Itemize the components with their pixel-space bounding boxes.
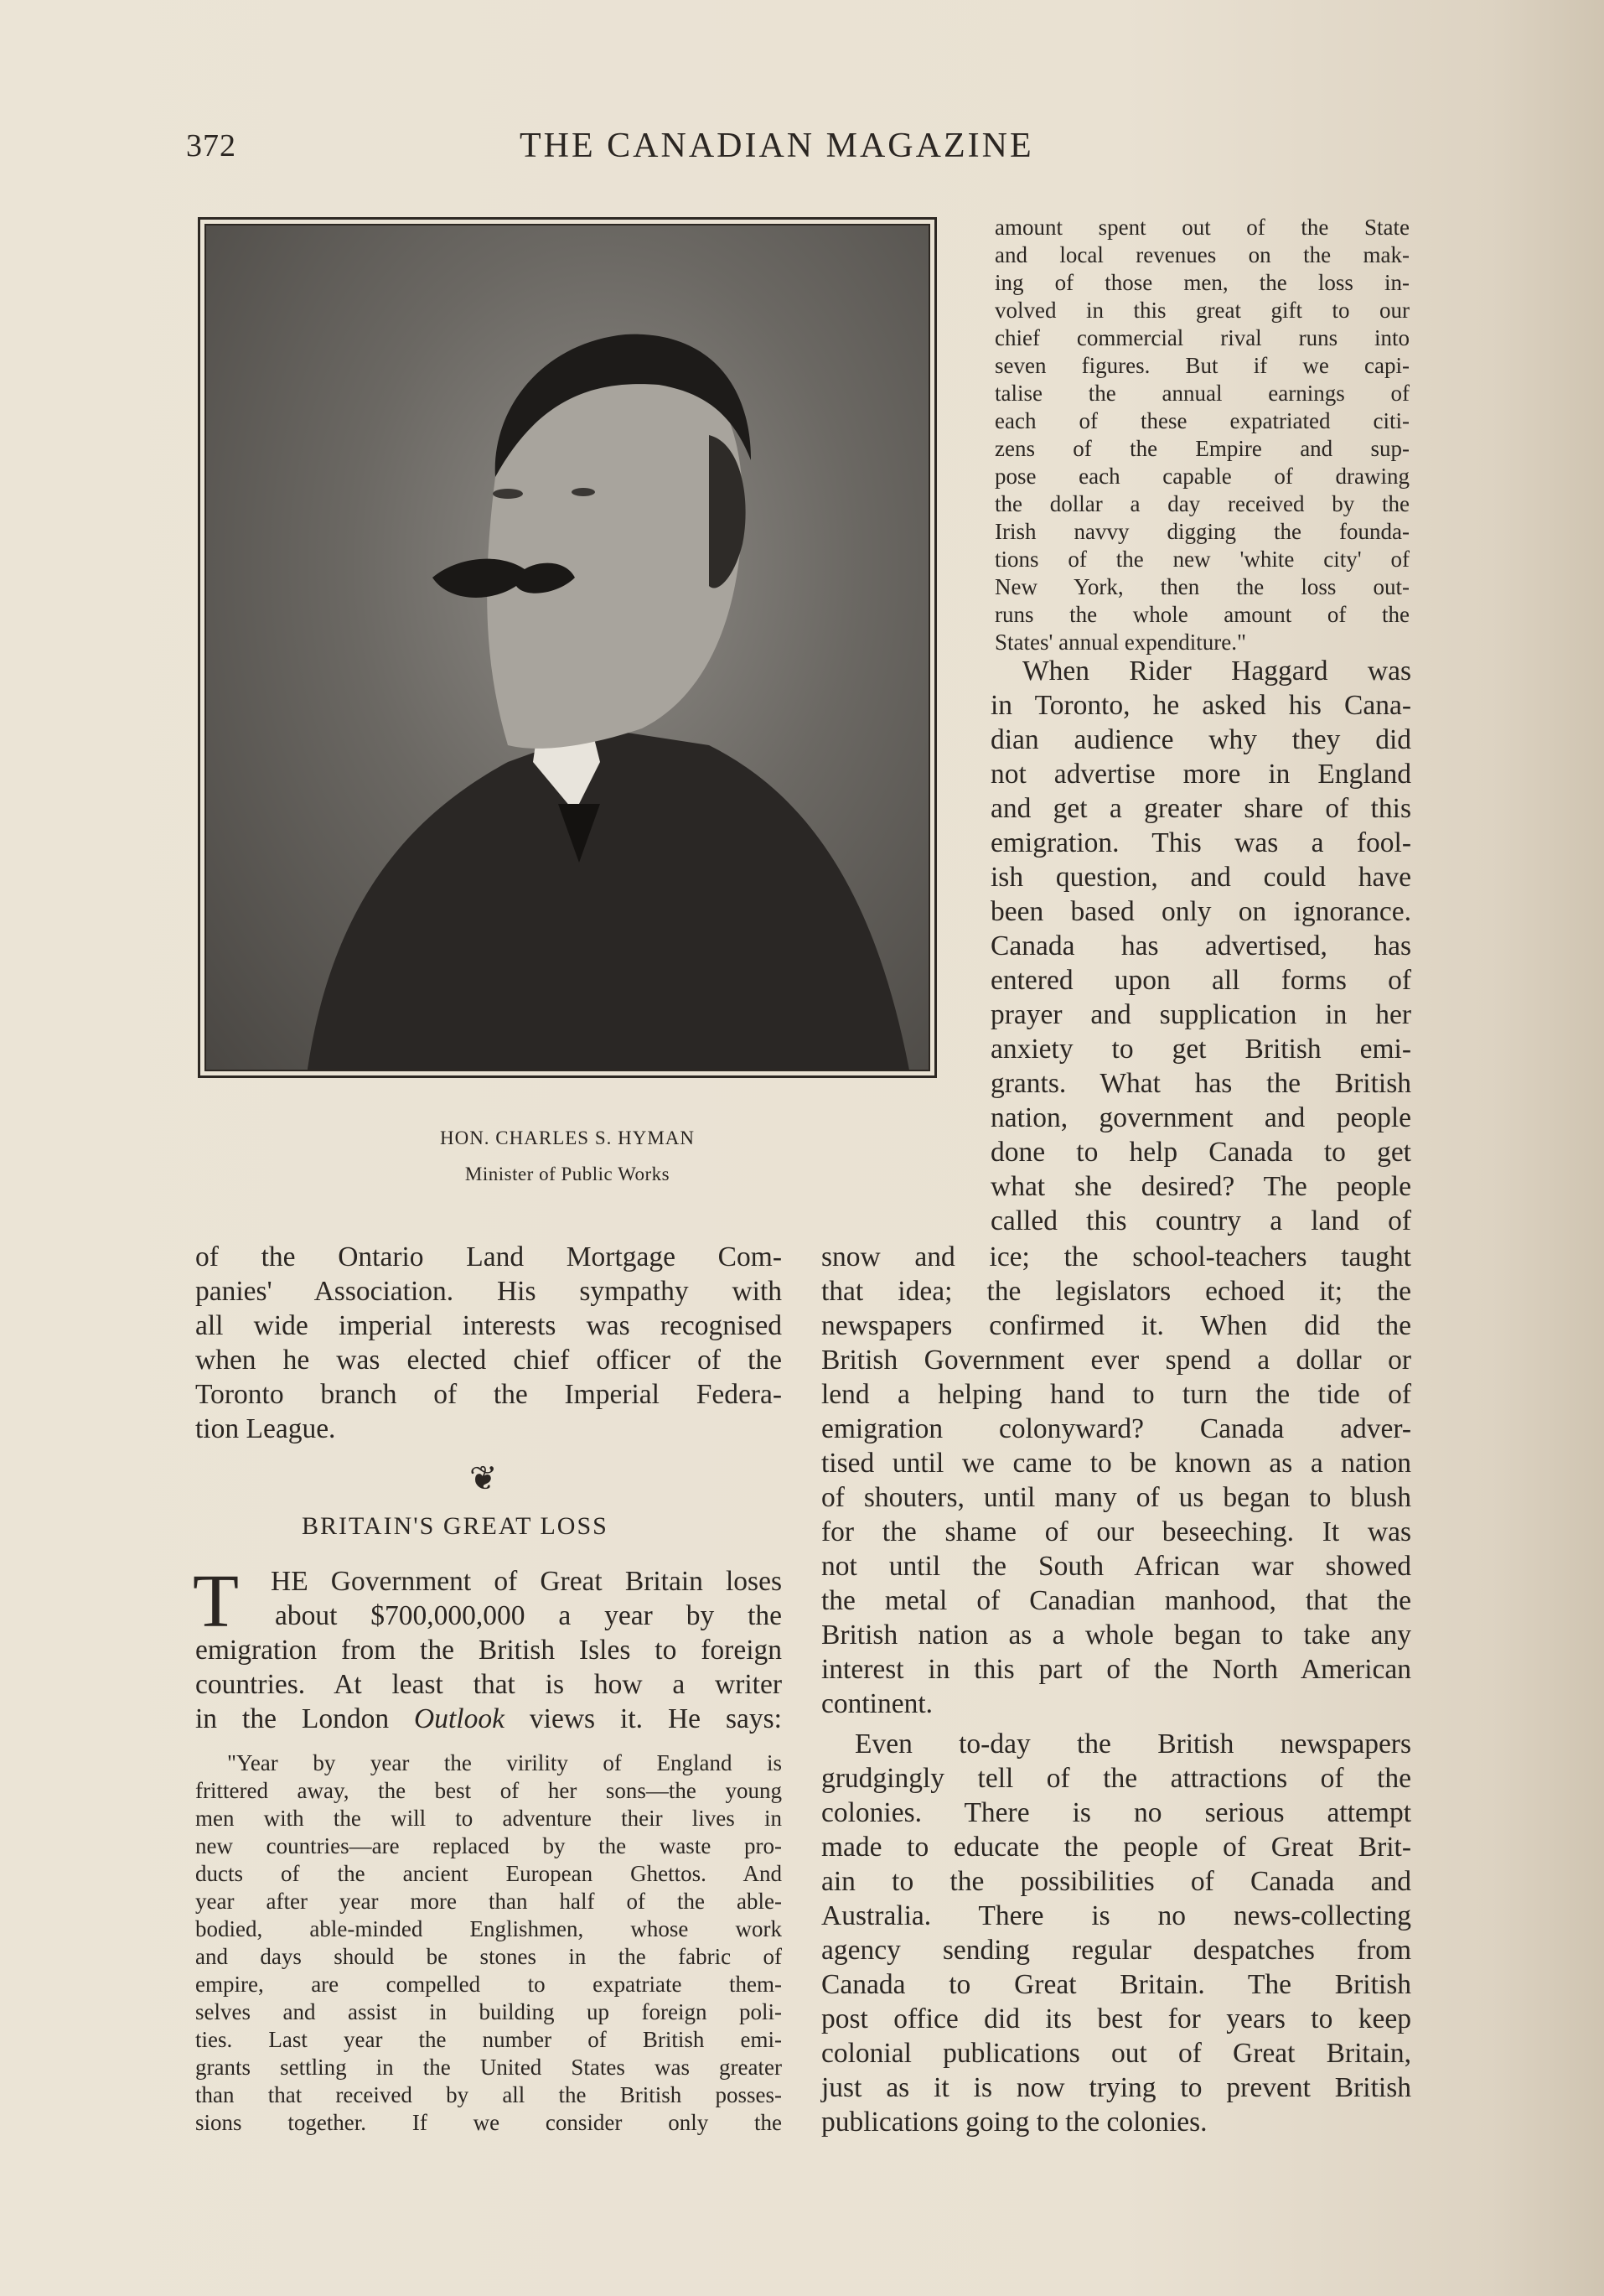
text-line: that idea; the legislators echoed it; the — [821, 1276, 1411, 1307]
text-line: interest in this part of the North American — [821, 1654, 1411, 1685]
page-number: 372 — [186, 128, 236, 163]
text-line: colonies. There is no serious attempt — [821, 1797, 1411, 1828]
text-line: zens of the Empire and sup- — [995, 436, 1410, 461]
text-line: grants settling in the United States was greater — [195, 2055, 782, 2080]
text-line: ties. Last year the number of British emi- — [195, 2027, 782, 2052]
text-line: not until the South African war showed — [821, 1551, 1411, 1582]
text-line: not advertise more in England — [991, 759, 1411, 790]
portrait-illustration — [206, 225, 930, 1071]
text-line: and days should be stones in the fabric of — [195, 1944, 782, 1969]
text-line: sions together. If we consider only the — [195, 2110, 782, 2135]
outlook-prefix: in the London — [195, 1703, 415, 1734]
portrait-caption-name: HON. CHARLES S. HYMAN — [439, 1127, 696, 1148]
text-line: colonial publications out of Great Britain, — [821, 2038, 1411, 2069]
fleuron-ornament-icon: ❦ — [469, 1459, 498, 1497]
text-line: runs the whole amount of the — [995, 602, 1410, 627]
text-line: amount spent out of the State — [995, 215, 1410, 240]
text-line: new countries—are replaced by the waste pro- — [195, 1833, 782, 1858]
text-line: British nation as a whole began to take any — [821, 1620, 1411, 1651]
text-line: publications going to the colonies. — [821, 2107, 1208, 2138]
text-line: of the Ontario Land Mortgage Com- — [195, 1241, 782, 1272]
text-line: Even to-day the British newspapers — [855, 1728, 1411, 1760]
text-line: when he was elected chief officer of the — [195, 1345, 782, 1376]
text-line: than that received by all the British posses- — [195, 2082, 782, 2107]
article-opening-paragraph — [193, 1560, 782, 1736]
text-line: British Government ever spend a dollar or — [821, 1345, 1411, 1376]
right-column-final-paragraph — [821, 1727, 1411, 2139]
text-line: emigration. This was a fool- — [991, 827, 1411, 858]
portrait-caption-title: Minister of Public Works — [464, 1164, 670, 1184]
text-line: newspapers confirmed it. When did the — [821, 1310, 1411, 1341]
drop-cap: T — [193, 1560, 239, 1643]
text-line: and get a greater share of this — [991, 793, 1411, 824]
text-line: anxiety to get British emi- — [991, 1034, 1411, 1065]
text-line: snow and ice; the school-teachers taught — [821, 1241, 1411, 1272]
text-line: Canada to Great Britain. The British — [821, 1969, 1411, 2000]
text-line: just as it is now trying to prevent British — [821, 2072, 1411, 2103]
text-line: ain to the possibilities of Canada and — [821, 1866, 1411, 1897]
text-line: bodied, able-minded Englishmen, whose work — [195, 1916, 782, 1941]
running-head: THE CANADIAN MAGAZINE — [520, 127, 1034, 165]
text-line: tised until we came to be known as a nation — [821, 1448, 1411, 1479]
text-line: of shouters, until many of us began to blush — [821, 1482, 1411, 1513]
text-line: pose each capable of drawing — [995, 464, 1410, 489]
text-line: continent. — [821, 1688, 934, 1719]
text-line: panies' Association. His sympathy with — [195, 1276, 782, 1307]
text-line: ing of those men, the loss in- — [995, 270, 1410, 295]
left-column-previous-article-end — [195, 1240, 782, 1446]
text-line: for the shame of our beseeching. It was — [821, 1516, 1411, 1547]
right-column-quote-continuation — [995, 214, 1410, 656]
text-line: men with the will to adventure their lives in — [195, 1806, 782, 1831]
right-column-haggard-paragraph — [991, 654, 1411, 1238]
text-line: talise the annual earnings of — [995, 381, 1410, 406]
text-line: HE Government of Great Britain loses — [271, 1566, 782, 1597]
outlook-italic: Outlook — [414, 1703, 504, 1734]
text-line: Irish navvy digging the founda- — [995, 519, 1410, 544]
text-line: tions of the new 'white city' of — [995, 547, 1410, 572]
text-line: grants. What has the British — [991, 1068, 1411, 1099]
text-line: selves and assist in building up foreign poli- — [195, 1999, 782, 2024]
text-line: Toronto branch of the Imperial Federa- — [195, 1379, 782, 1410]
portrait-image — [204, 224, 930, 1071]
text-line: When Rider Haggard was — [1022, 656, 1411, 687]
text-line: volved in this great gift to our — [995, 298, 1410, 323]
outlook-suffix: views it. He says: — [504, 1703, 782, 1734]
text-line: entered upon all forms of — [991, 965, 1411, 996]
text-line: ducts of the ancient European Ghettos. And — [195, 1861, 782, 1886]
text-line: the dollar a day received by the — [995, 491, 1410, 516]
text-line: countries. At least that is how a writer — [195, 1669, 782, 1700]
text-line: called this country a land of — [991, 1205, 1411, 1236]
text-line: about $700,000,000 a year by the — [275, 1600, 782, 1631]
text-line: New York, then the loss out- — [995, 574, 1410, 599]
text-line: Australia. There is no news-collecting — [821, 1900, 1411, 1931]
text-line: prayer and supplication in her — [991, 999, 1411, 1030]
text-line: States' annual expenditure." — [995, 630, 1247, 655]
text-line: emigration colonyward? Canada adver- — [821, 1413, 1411, 1444]
text-line: in Toronto, he asked his Cana- — [991, 690, 1411, 721]
right-column-continuation — [821, 1240, 1411, 1721]
text-line: chief commercial rival runs into — [995, 325, 1410, 350]
text-line-outlook — [195, 1702, 782, 1736]
portrait-photograph — [198, 217, 937, 1078]
text-line: empire, are compelled to expatriate them- — [195, 1972, 782, 1997]
text-line: done to help Canada to get — [991, 1137, 1411, 1168]
text-line: grudgingly tell of the attractions of the — [821, 1763, 1411, 1794]
text-line: dian audience why they did — [991, 724, 1411, 755]
text-line: and local revenues on the mak- — [995, 242, 1410, 267]
text-line: Canada has advertised, has — [991, 930, 1411, 961]
text-line: made to educate the people of Great Brit- — [821, 1832, 1411, 1863]
quotation-block — [195, 1749, 782, 2137]
text-line: the metal of Canadian manhood, that the — [821, 1585, 1411, 1616]
text-line: seven figures. But if we capi- — [995, 353, 1410, 378]
text-line: post office did its best for years to keep — [821, 2003, 1411, 2034]
text-line: agency sending regular despatches from — [821, 1935, 1411, 1966]
text-line: all wide imperial interests was recognised — [195, 1310, 782, 1341]
text-line: tion League. — [195, 1413, 336, 1444]
section-heading: BRITAIN'S GREAT LOSS — [302, 1512, 608, 1540]
text-line: nation, government and people — [991, 1102, 1411, 1133]
text-line: each of these expatriated citi- — [995, 408, 1410, 433]
text-line: ish question, and could have — [991, 862, 1411, 893]
text-line: been based only on ignorance. — [991, 896, 1411, 927]
text-line: what she desired? The people — [991, 1171, 1411, 1202]
text-line: "Year by year the virility of England is — [227, 1750, 782, 1775]
text-line: frittered away, the best of her sons—the young — [195, 1778, 782, 1803]
text-line: year after year more than half of the able- — [195, 1889, 782, 1914]
text-line: lend a helping hand to turn the tide of — [821, 1379, 1411, 1410]
text-line: emigration from the British Isles to foreign — [195, 1635, 782, 1666]
